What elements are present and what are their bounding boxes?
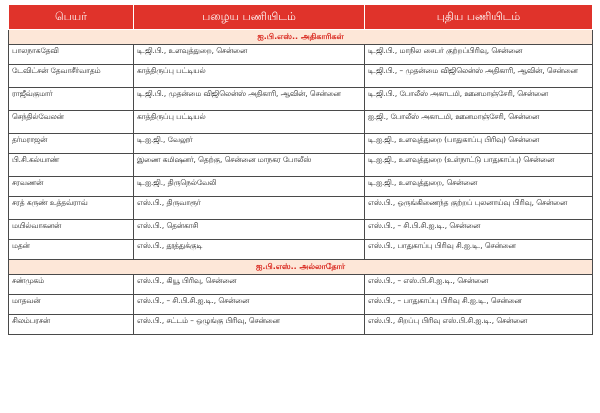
header-row (9, 5, 593, 30)
old-post-cell: டி.ஐ.ஜி., திருநெல்வேலி (134, 177, 365, 197)
name-cell: சரவணன் (9, 177, 134, 197)
new-post-cell: டி.ஐ.ஜி., உளவுத்துறை (உள்நாட்டு பாதுகாப்பு) சென்னை (365, 154, 593, 177)
table-row (9, 315, 593, 335)
old-post-cell: காத்திருப்பு பட்டியல் (134, 65, 365, 88)
table-row (9, 88, 593, 111)
new-post-cell: டி.ஜி.பி., – முதன்மை விஜிலென்ஸ் அதிகாரி, ஆவின், சென்னை (365, 65, 593, 88)
old-post-cell: இணை கமிஷனர், தெற்கு, சென்னை மாநகர போலீஸ் (134, 154, 365, 177)
new-post-cell: டி.ஜி.பி., போலீஸ் அகாடமி, ஊனமாஞ்சேரி, சென்னை (365, 88, 593, 111)
section-title: ஐ.பி.எஸ்.. அதிகாரிகள் (9, 30, 593, 45)
name-cell: பாலநாகதேவி (9, 45, 134, 65)
old-post-cell: எஸ்.பி., – சி.பி.சி.ஐ.டி., சென்னை (134, 295, 365, 315)
name-cell: மாதவன் (9, 295, 134, 315)
name-cell: ராஜீவ்குமார் (9, 88, 134, 111)
table-row (9, 295, 593, 315)
table-row (9, 220, 593, 240)
name-cell: சிலம்பரசன் (9, 315, 134, 335)
name-cell: தர்மராஜன் (9, 134, 134, 154)
table-row (9, 275, 593, 295)
name-cell: சண்முகம் (9, 275, 134, 295)
old-post-cell: எஸ்.பி., தூத்துக்குடி (134, 240, 365, 260)
old-post-cell: காத்திருப்பு பட்டியல் (134, 111, 365, 134)
table-row (9, 240, 593, 260)
new-post-cell: எஸ்.பி., ஒருங்கிணைந்த குற்றப் புலனாய்வு பிரிவு, சென்னை (365, 197, 593, 220)
section-row (9, 30, 593, 45)
header-old-post: பழைய பணியிடம் (134, 5, 365, 30)
old-post-cell: டி.ஐ.ஜி., வேலூர் (134, 134, 365, 154)
header-new-post: புதிய பணியிடம் (365, 5, 593, 30)
old-post-cell: டி.ஜி.பி., முதன்மை விஜிலென்ஸ் அதிகாரி, ஆவின், சென்னை (134, 88, 365, 111)
name-cell: பி.சி.கல்யாண் (9, 154, 134, 177)
name-cell: மதன் (9, 240, 134, 260)
section-row (9, 260, 593, 275)
transfer-table-container (8, 4, 592, 335)
new-post-cell: எஸ்.பி., சிறப்பு பிரிவு எஸ்.பி.சி.ஐ.டி., சென்னை (365, 315, 593, 335)
old-post-cell: எஸ்.பி., சட்டம் – ஒழுங்கு பிரிவு, சென்னை (134, 315, 365, 335)
header-name: பெயர் (9, 5, 134, 30)
new-post-cell: எஸ்.பி., – பாதுகாப்பு பிரிவு சி.ஐ.டி., சென்னை (365, 295, 593, 315)
table-row (9, 111, 593, 134)
old-post-cell: எஸ்.பி., தென்காசி (134, 220, 365, 240)
name-cell: செந்தில்வேலன் (9, 111, 134, 134)
table-row (9, 154, 593, 177)
new-post-cell: டி.ஜி.பி., மாநில சைபர் குற்றப்பிரிவு, சென்னை (365, 45, 593, 65)
name-cell: மயில்வாகனன் (9, 220, 134, 240)
new-post-cell: டி.ஐ.ஜி., உளவுத்துறை, சென்னை (365, 177, 593, 197)
table-row (9, 197, 593, 220)
new-post-cell: டி.ஐ.ஜி., உளவுத்துறை (பாதுகாப்பு பிரிவு) சென்னை (365, 134, 593, 154)
table-row (9, 45, 593, 65)
table-row (9, 134, 593, 154)
new-post-cell: எஸ்.பி., – சி.பி.சி.ஐ.டி., சென்னை (365, 220, 593, 240)
name-cell: டேவிட்சன் தேவாசீர்வாதம் (9, 65, 134, 88)
transfer-table (8, 4, 593, 335)
new-post-cell: எஸ்.பி., பாதுகாப்பு பிரிவு சி.ஐ.டி., சென்னை (365, 240, 593, 260)
table-row (9, 177, 593, 197)
old-post-cell: எஸ்.பி., கியூ பிரிவு, சென்னை (134, 275, 365, 295)
old-post-cell: டி.ஜி.பி., உளவுத்துறை, சென்னை (134, 45, 365, 65)
new-post-cell: எஸ்.பி., – எஸ்.பி.சி.ஐ.டி., சென்னை (365, 275, 593, 295)
table-row (9, 65, 593, 88)
new-post-cell: ஐ.ஜி., போலீஸ் அகாடமி, ஊனமாஞ்சேரி, சென்னை (365, 111, 593, 134)
section-title: ஐ.பி.எஸ்.. அல்லாதோர் (9, 260, 593, 275)
name-cell: சரத் கருண் உத்தவ்ராவ் (9, 197, 134, 220)
old-post-cell: எஸ்.பி., திருவாரூர் (134, 197, 365, 220)
